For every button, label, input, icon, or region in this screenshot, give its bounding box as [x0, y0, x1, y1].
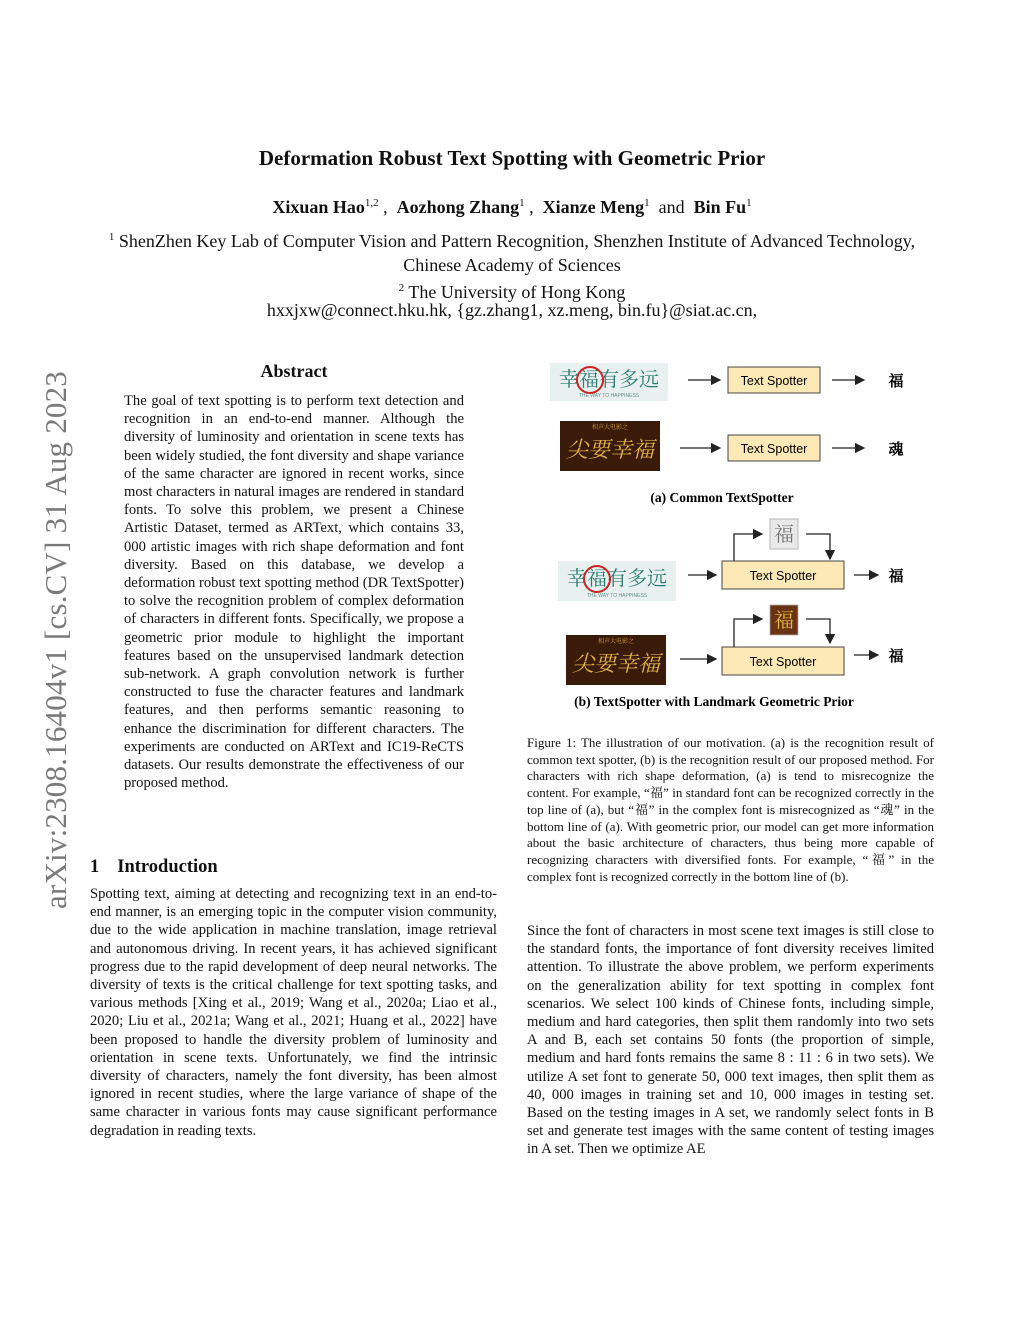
img-subtext-standard: THE WAY TO HAPPINESS — [586, 593, 648, 599]
output-char-b1: 福 — [888, 567, 904, 585]
output-char-a1: 福 — [888, 372, 904, 390]
output-char-a2: 魂 — [888, 440, 904, 458]
figure-1-caption: Figure 1: The illustration of our motivation. (a) is the recognition result of common text spotter, (b) is the recognition result of our proposed method. For characters with rich shape deformation, (a) is tend to misrecognize the content. For example, “福” in standard font can be recognized correctly in the top line of (a), but “福” in the complex font is misrecognized as “魂” in the bottom line of (a). With geometric prior, our model can get more information about the basic architecture of characters, thus being more capable of recognizing characters with diversified fonts. For example, “福” in the complex font is recognized correctly in the bottom line of (b). — [527, 735, 934, 884]
affiliation-2: The University of Hong Kong — [408, 282, 626, 302]
text-spotter-label: Text Spotter — [740, 374, 808, 388]
img-subtext-standard: THE WAY TO HAPPINESS — [578, 393, 640, 399]
author-sup: 1 — [746, 197, 752, 209]
section-number: 1 — [90, 857, 100, 877]
fig-a-input-standard — [550, 363, 668, 401]
fig-b-input-artistic — [566, 635, 666, 685]
author-name: Bin Fu — [693, 197, 747, 217]
author-name: Aozhong Zhang — [396, 197, 520, 217]
abstract-heading: Abstract — [260, 361, 328, 381]
prior-char: 福 — [774, 608, 794, 632]
subfigure-caption-a: (a) Common TextSpotter — [650, 490, 794, 505]
abstract-body: The goal of text spotting is to perform text detection and recognition in an end-to-end manner. Although the diversity of luminosity and orientation in scene texts has been widely studied, the font diversity and shape variance of the same character are ignored in recent works, since most characters in natural images are rendered in standard fonts. To solve this problem, we present a Chinese Artistic Dataset, termed as ARText, which contains 33, 000 artistic images with rich shape deformation and font diversity. Based on this database, we develop a deformation robust text spotting method (DR TextSpotter) to solve the recognition problem of complex deformation of characters in different fonts. Specifically, we propose a geometric prior module to highlight the important features based on the unsupervised landmark detection sub-network. A graph convolution network is further constructed to fuse the character features and landmark features, and then performs semantic reasoning to enhance the discrimination for different characters. The experiments are conducted on ARText and IC19-ReCTS datasets. Our results demonstrate the effectiveness of our proposed method. — [124, 393, 464, 792]
author-sup: 1 — [519, 197, 525, 209]
text-spotter-label: Text Spotter — [740, 442, 808, 456]
img-text-artistic: 尖要幸福 — [565, 438, 655, 463]
text-spotter-label: Text Spotter — [749, 569, 817, 583]
arrow — [806, 619, 830, 643]
output-char-b2: 福 — [888, 647, 904, 665]
affiliations — [90, 226, 934, 305]
affiliation-1: ShenZhen Key Lab of Computer Vision and Pattern Recognition, Shenzhen Institute of Advanced Technology, Chinese Academy of Sciences — [118, 231, 916, 275]
affil-sup: 2 — [398, 282, 405, 294]
figure-1 — [540, 355, 940, 725]
author-name: Xixuan Hao — [272, 197, 365, 217]
introduction-body: Spotting text, aiming at detecting and recognizing text in an end-to-end manner, is an emerging topic in the computer vision community, due to the wide application in machine translation, image retrieval and autonomous driving. In recent years, it has achieved significant progress due to the rapid development of deep neural networks. The diversity of texts is the critical challenge for text spotting tasks, and various methods [Xing et al., 2019; Wang et al., 2020a; Liao et al., 2020; Liu et al., 2021a; Wang et al., 2021; Huang et al., 2022] have been proposed to handle the diversity problem of luminosity and orientation in scene texts. Unfortunately, we find the intrinsic diversity of characters, namely the font diversity, has been almost ignored in recent studies, where the large variance of shape of the same character in various fonts may cause significant performance degradation in reading texts. — [90, 886, 497, 1139]
author-list: Xixuan Hao$^{1,2}$ , Aozhong Zhang$^1$ , Xianze Meng$^1$ and Bin Fu$^1$ — [272, 197, 752, 217]
arrow — [806, 534, 830, 559]
text-spotter-label: Text Spotter — [749, 655, 817, 669]
author-emails: hxxjxw@connect.hku.hk, {gz.zhang1, xz.meng, bin.fu}@siat.ac.cn, — [266, 300, 758, 320]
subfigure-caption-b: (b) TextSpotter with Landmark Geometric Prior — [574, 694, 854, 709]
right-column-body: Since the font of characters in most scene text images is still close to the standard fonts, the importance of font diversity receives limited attention. To illustrate the above problem, we perform experiments on the generalization ability for text spotting in complex font scenarios. We select 100 kinds of Chinese fonts, including simple, medium and hard categories, then split them randomly into two sets A and B, each set contains 50 fonts (the proportion of simple, medium and hard fonts remains the same 8 : 11 : 6 in two sets). We utilize A set font to generate 50, 000 text images, then split them as 40, 000 images in training set and 10, 000 images in testing set. Based on the testing images in A set, we randomly select fonts in B set and generate test images with the same content of testing images in A set. Then we optimize AE — [527, 923, 934, 1158]
author-sup: 1,2 — [364, 197, 379, 209]
fig-b-prior-standard — [770, 519, 798, 549]
arrow — [734, 619, 762, 649]
fig-b-input-standard — [558, 561, 676, 601]
img-text-artistic: 尖要幸福 — [571, 652, 661, 677]
author-sup: 1 — [644, 197, 650, 209]
img-subtext-artistic: 相声大电影之 — [597, 638, 635, 645]
prior-char: 福 — [774, 522, 794, 546]
section-title: Introduction — [117, 857, 218, 877]
fig-b-prior-artistic — [770, 605, 798, 635]
img-subtext-artistic: 相声大电影之 — [591, 424, 629, 431]
arrow — [734, 534, 762, 565]
paper-title: Deformation Robust Text Spotting with Geometric Prior — [258, 146, 766, 170]
author-conj: and — [658, 197, 685, 217]
img-text-standard: 幸福有多远 — [559, 367, 659, 391]
section-heading-introduction — [90, 857, 236, 878]
arxiv-stamp: arXiv:2308.16404v1 [cs.CV] 31 Aug 2023 — [38, 370, 73, 910]
fig-a-input-artistic — [560, 421, 660, 471]
author-name: Xianze Meng — [542, 197, 645, 217]
img-text-standard: 幸福有多远 — [567, 566, 667, 590]
affil-sup: 1 — [108, 231, 115, 243]
